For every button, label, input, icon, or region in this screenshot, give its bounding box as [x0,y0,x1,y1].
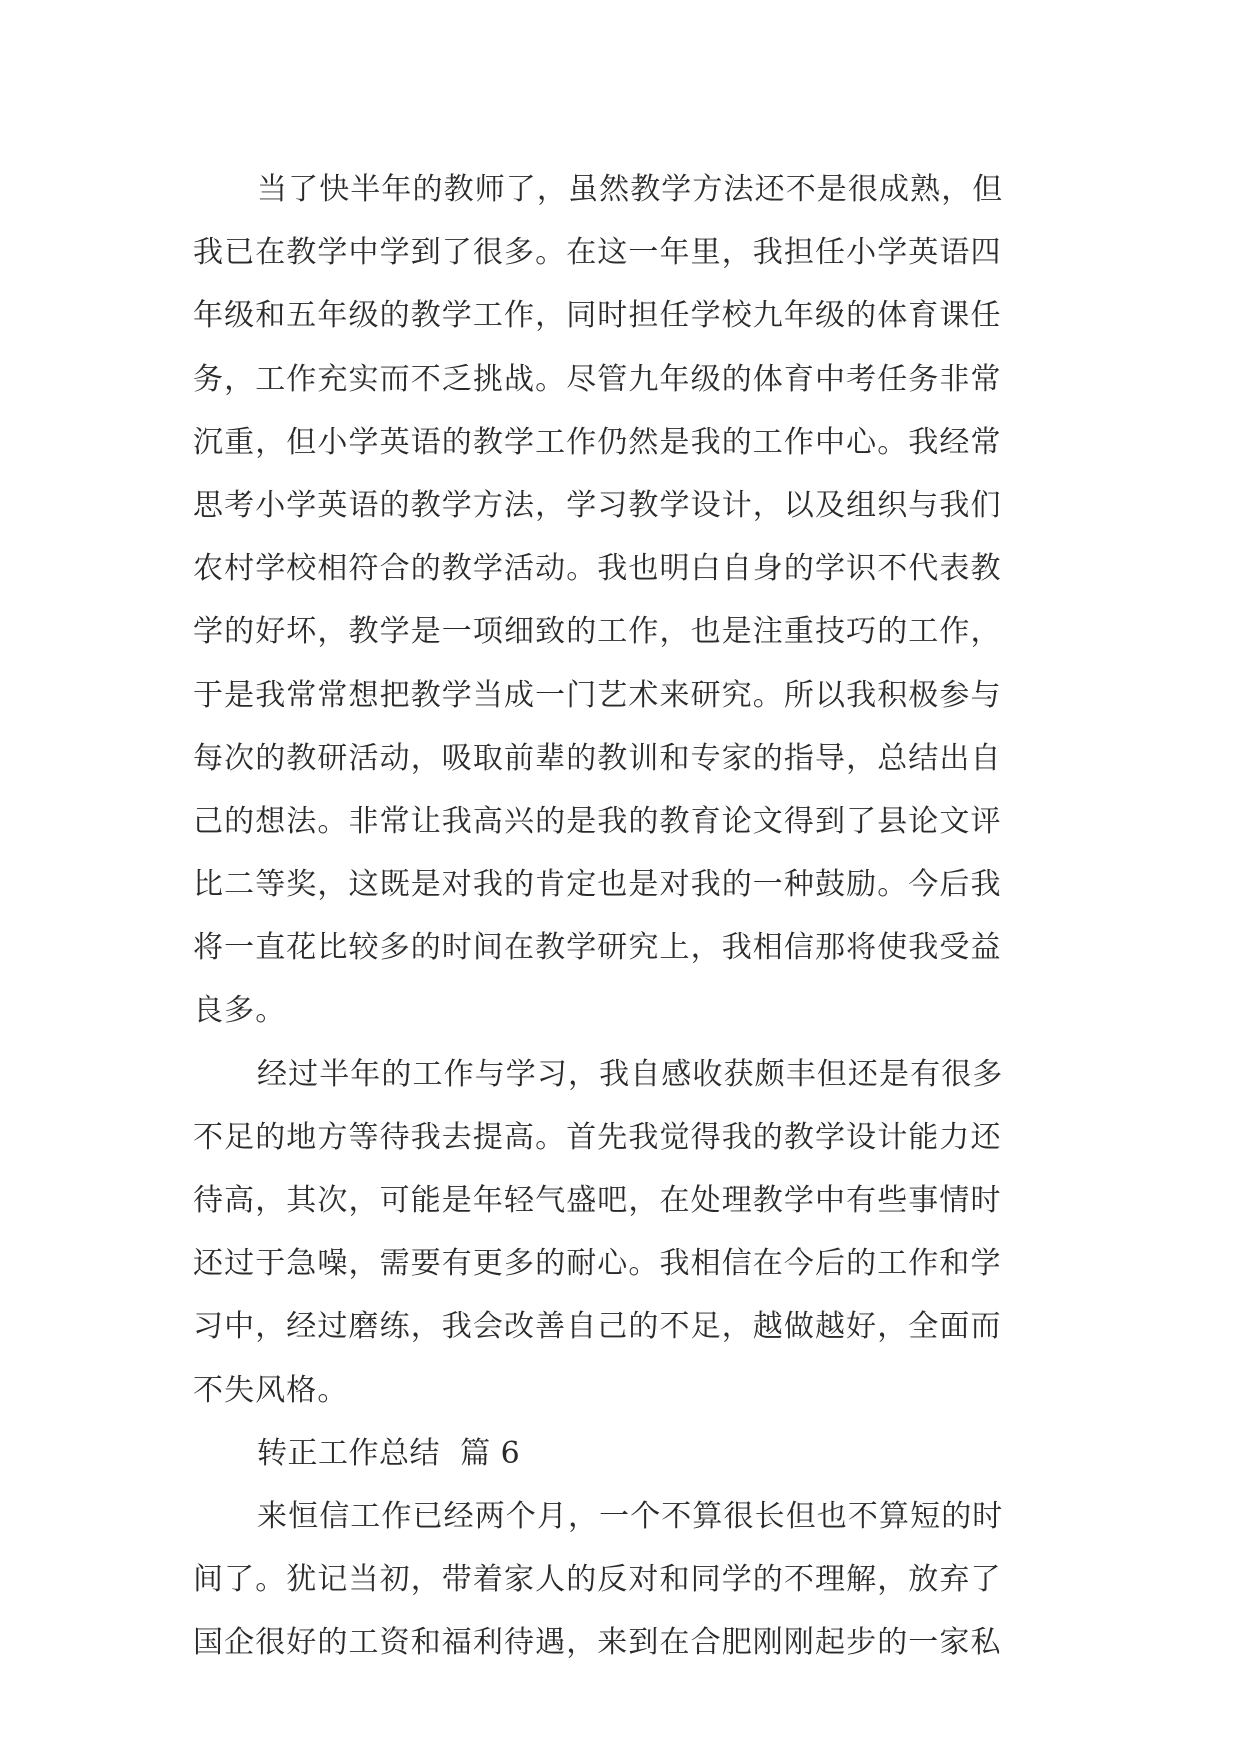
text-line: 沉重，但小学英语的教学工作仍然是我的工作中心。我经常 [193,424,1002,460]
text-line: 当了快半年的教师了，虽然教学方法还不是很成熟，但 [257,172,1004,207]
text-line: 习中，经过磨练，我会改善自己的不足，越做越好，全面而 [193,1309,1002,1345]
text-line: 不失风格。 [193,1372,349,1408]
text-line: 务，工作充实而不乏挑战。尽管九年级的体育中考任务非常 [193,361,1002,397]
text-line: 不足的地方等待我去提高。首先我觉得我的教学设计能力还 [193,1119,1002,1155]
text-line: 将一直花比较多的时间在教学研究上，我相信那将使我受益 [193,930,1002,966]
text-line: 比二等奖，这既是对我的肯定也是对我的一种鼓励。今后我 [193,867,1002,903]
paragraph-1 [193,158,1055,1043]
text-line: 经过半年的工作与学习，我自感收获颇丰但还是有很多 [257,1056,1004,1092]
text-line: 待高，其次，可能是年轻气盛吧，在处理教学中有些事情时 [193,1183,1002,1218]
text-line: 还过于急噪，需要有更多的耐心。我相信在今后的工作和学 [193,1246,1002,1282]
text-line: 于是我常常想把教学当成一门艺术来研究。所以我积极参与 [193,677,1002,713]
text-line: 良多。 [193,993,287,1029]
text-line: 学的好坏，教学是一项细致的工作，也是注重技巧的工作， [193,614,1002,650]
text-line: 国企很好的工资和福利待遇，来到在合肥刚刚起步的一家私 [193,1625,1002,1661]
paragraph-2 [193,1043,1055,1422]
section-title: 转正工作总结 篇 6 [257,1435,521,1471]
text-line: 己的想法。非常让我高兴的是我的教育论文得到了县论文评 [193,803,1002,839]
document-body [193,158,1055,1675]
text-line: 每次的教研活动，吸取前辈的教训和专家的指导，总结出自 [193,740,1002,776]
text-line: 思考小学英语的教学方法，学习教学设计，以及组织与我们 [193,487,1002,523]
text-line: 来恒信工作已经两个月，一个不算很长但也不算短的时 [257,1498,1004,1534]
text-line: 间了。犹记当初，带着家人的反对和同学的不理解，放弃了 [193,1562,1002,1598]
section-heading [193,1422,1055,1485]
text-line: 年级和五年级的教学工作，同时担任学校九年级的体育课任 [193,298,1002,334]
text-line: 我已在教学中学到了很多。在这一年里，我担任小学英语四 [193,235,1002,271]
text-line: 农村学校相符合的教学活动。我也明白自身的学识不代表教 [193,551,1002,587]
paragraph-3 [193,1485,1055,1675]
